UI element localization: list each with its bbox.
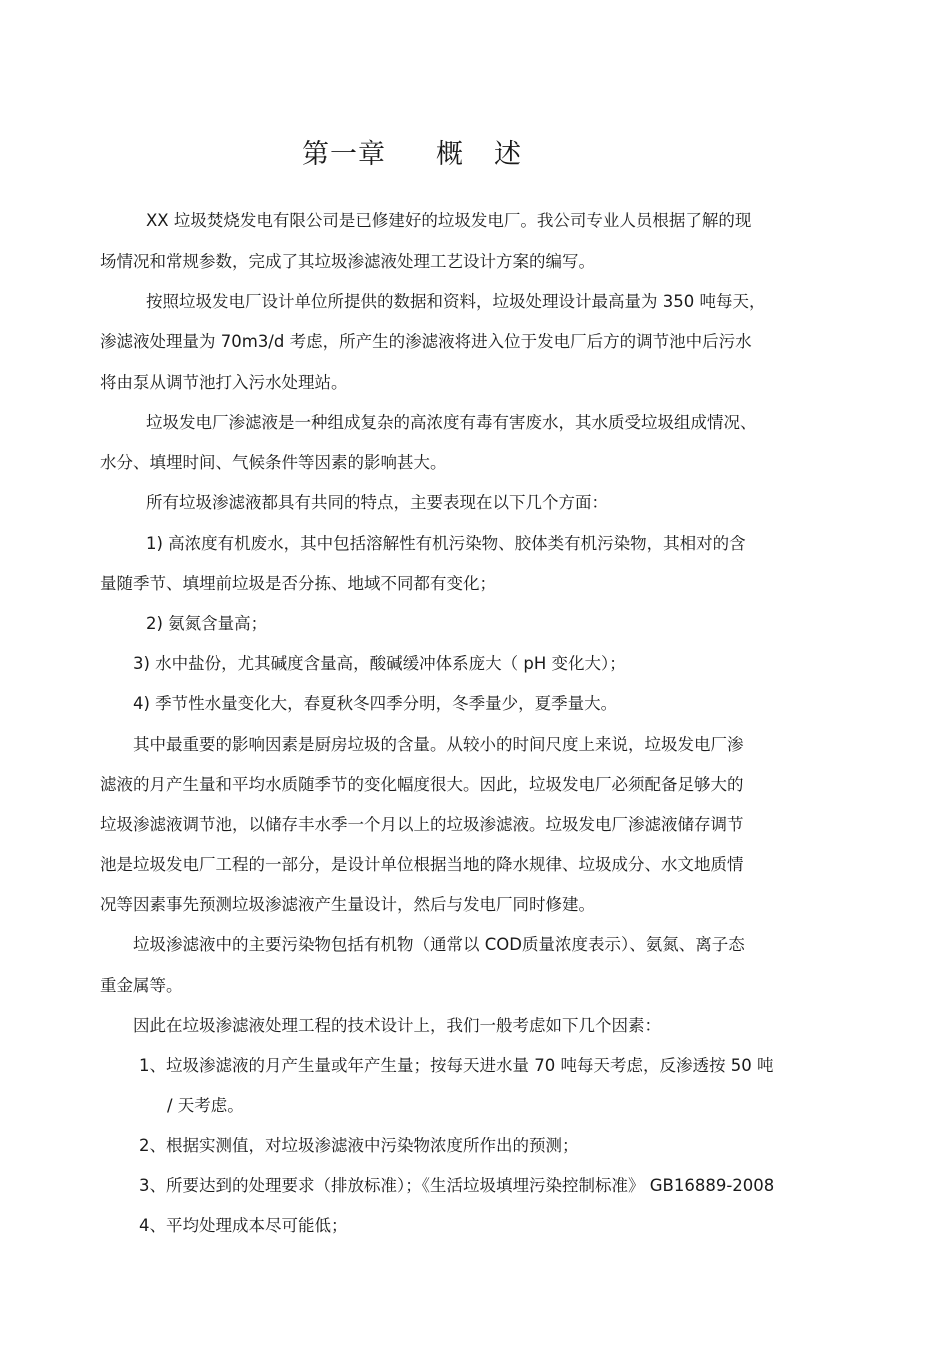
text-line: 按照垃圾发电厂设计单位所提供的数据和资料，垃圾处理设计最高量为 350 吨每天， [146, 292, 766, 311]
text-line: / 天考虑。 [167, 1096, 244, 1115]
chapter-title [302, 132, 522, 171]
text-line: 垃圾发电厂渗滤液是一种组成复杂的高浓度有毒有害废水，其水质受垃圾组成情况、 [146, 413, 757, 432]
list-item: 3、所要达到的处理要求（排放标准）；《生活垃圾填埋污染控制标准》 GB16889-2008 [139, 1176, 775, 1195]
text-line: 量随季节、填埋前垃圾是否分拣、地域不同都有变化； [100, 574, 496, 593]
text-line: 滤液的月产生量和平均水质随季节的变化幅度很大。因此，垃圾发电厂必须配备足够大的 [100, 775, 744, 794]
text-line: 垃圾渗滤液调节池，以储存丰水季一个月以上的垃圾渗滤液。垃圾发电厂渗滤液储存调节 [100, 815, 744, 834]
list-item: 1、垃圾渗滤液的月产生量或年产生量；按每天进水量 70 吨每天考虑，反渗透按 50 吨 [139, 1056, 774, 1075]
text-line: 垃圾渗滤液中的主要污染物包括有机物（通常以 COD质量浓度表示）、氨氮、离子态 [133, 935, 745, 954]
text-line: 重金属等。 [100, 976, 183, 995]
text-line: 况等因素事先预测垃圾渗滤液产生量设计，然后与发电厂同时修建。 [100, 895, 595, 914]
text-line: 因此在垃圾渗滤液处理工程的技术设计上，我们一般考虑如下几个因素： [133, 1016, 661, 1035]
list-item: 4) 季节性水量变化大，春夏秋冬四季分明，冬季量少，夏季量大。 [133, 694, 618, 713]
title-word-2: 述 [494, 139, 522, 170]
text-line: 渗滤液处理量为 70m3/d 考虑，所产生的渗滤液将进入位于发电厂后方的调节池中后污水 [100, 332, 752, 351]
list-item: 4、平均处理成本尽可能低； [139, 1216, 348, 1235]
text-line: 所有垃圾渗滤液都具有共同的特点，主要表现在以下几个方面： [146, 493, 608, 512]
title-word-1: 概 [436, 139, 464, 170]
list-item: 2) 氨氮含量高； [146, 614, 268, 633]
list-item: 3) 水中盐份，尤其碱度含量高，酸碱缓冲体系庞大（ pH 变化大）； [133, 654, 626, 673]
chapter-label: 第一章 [302, 139, 386, 170]
text-line: 场情况和常规参数，完成了其垃圾渗滤液处理工艺设计方案的编写。 [100, 252, 595, 271]
text-line: 将由泵从调节池打入污水处理站。 [100, 373, 348, 392]
text-line: XX 垃圾焚烧发电有限公司是已修建好的垃圾发电厂。我公司专业人员根据了解的现 [146, 211, 752, 230]
list-item: 2、根据实测值，对垃圾渗滤液中污染物浓度所作出的预测； [139, 1136, 579, 1155]
text-line: 水分、填埋时间、气候条件等因素的影响甚大。 [100, 453, 447, 472]
text-line: 池是垃圾发电厂工程的一部分，是设计单位根据当地的降水规律、垃圾成分、水文地质情 [100, 855, 744, 874]
list-item: 1) 高浓度有机废水，其中包括溶解性有机污染物、胶体类有机污染物，其相对的含 [146, 534, 746, 553]
text-line: 其中最重要的影响因素是厨房垃圾的含量。从较小的时间尺度上来说，垃圾发电厂渗 [133, 735, 744, 754]
